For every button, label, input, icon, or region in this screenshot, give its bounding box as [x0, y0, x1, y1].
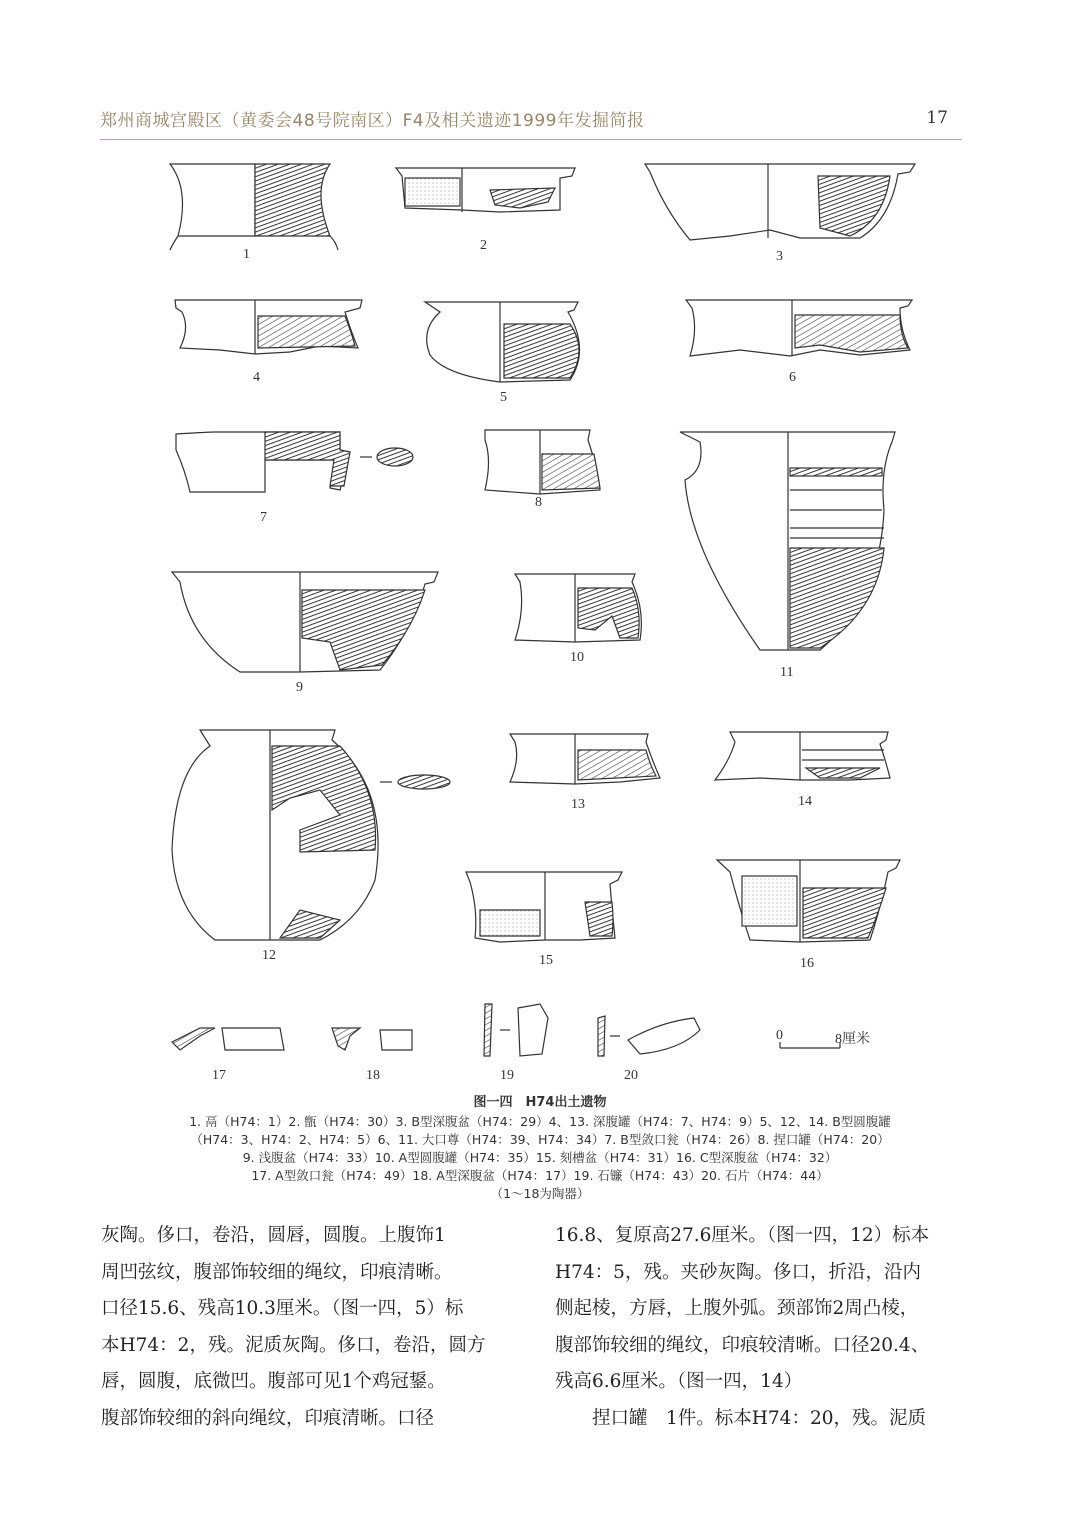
body-line: 捏口罐 1件。标本H74：20，残。泥质	[592, 1407, 926, 1429]
vessel-14-round-jar	[715, 732, 890, 780]
vessel-7-urn	[176, 432, 413, 492]
label-3: 3	[776, 249, 783, 264]
journal-article-title: 郑州商城宫殿区（黄委会48号院南区）F4及相关遗迹1999年发掘简报	[100, 111, 645, 131]
vessel-2-zeng	[396, 168, 575, 212]
label-19: 19	[500, 1068, 514, 1083]
figure-pottery-drawings	[0, 150, 1080, 1090]
vessel-1-li	[170, 164, 338, 250]
vessel-10-round-jar-a	[515, 574, 641, 642]
vessel-12-round-jar-b	[172, 730, 450, 940]
vessel-18-basin-fragment	[332, 1028, 412, 1050]
body-line: 唇，圆腹，底微凹。腹部可见1个鸡冠鋬。	[101, 1371, 446, 1392]
pottery-illustration	[0, 150, 1080, 1090]
stone-flake-20	[598, 1016, 700, 1056]
vessel-13-deep-jar	[510, 734, 660, 784]
label-13: 13	[571, 797, 585, 812]
body-line: 16.8、复原高27.6厘米。（图一四，12）标本	[555, 1225, 930, 1246]
body-line: 口径15.6、残高10.3厘米。（图一四，5）标	[101, 1298, 464, 1319]
label-20: 20	[624, 1068, 638, 1083]
body-line: 腹部饰较细的斜向绳纹，印痕清晰。口径	[101, 1407, 435, 1429]
label-9: 9	[296, 680, 303, 695]
vessel-5-round-jar	[425, 302, 580, 382]
label-2: 2	[480, 238, 487, 253]
scale-bar	[780, 1042, 840, 1048]
label-11: 11	[780, 665, 794, 680]
label-6: 6	[789, 370, 796, 385]
scale-zero: 0	[776, 1028, 783, 1043]
figure-caption	[60, 1094, 1020, 1203]
vessel-9-shallow-basin	[172, 572, 438, 672]
body-column-right	[555, 1218, 967, 1437]
label-7: 7	[260, 510, 267, 525]
caption-line: 17. A型敛口瓮（H74：49）18. A型深腹盆（H74：17）19. 石镰（H74：43）20. 石片（H74：44）	[251, 1168, 829, 1183]
caption-line: 9. 浅腹盆（H74：33）10. A型圆腹罐（H74：35）15. 刻槽盆（H74：31）16. C型深腹盆（H74：32）	[242, 1150, 838, 1165]
label-15: 15	[539, 953, 553, 968]
scale-length: 8厘米	[835, 1032, 870, 1047]
vessel-16-deep-basin	[717, 860, 900, 942]
vessel-8-pinched-jar	[485, 430, 600, 494]
label-16: 16	[800, 956, 814, 971]
vessel-3-deep-basin	[645, 164, 915, 240]
vessel-6-dazun	[686, 300, 912, 356]
label-18: 18	[366, 1068, 380, 1083]
label-10: 10	[570, 650, 584, 665]
vessel-15-grooved-basin	[466, 872, 622, 942]
label-14: 14	[798, 794, 812, 809]
body-line: 本H74：2，残。泥质灰陶。侈口，卷沿，圆方	[101, 1334, 486, 1356]
caption-line: （H74：3、H74：2、H74：5）6、11. 大口尊（H74：39、H74：34）7. B型敛口瓮（H74：26）8. 捏口罐（H74：20）	[190, 1132, 890, 1147]
caption-line: 1. 鬲（H74：1）2. 甑（H74：30）3. B型深腹盆（H74：29）4、13. 深腹罐（H74：7、H74：9）5、12、14. B型圆腹罐	[189, 1114, 891, 1129]
label-5: 5	[500, 390, 507, 405]
label-1: 1	[243, 247, 250, 262]
body-line: 残高6.6厘米。（图一四，14）	[555, 1371, 803, 1392]
caption-title: 图一四 H74出土遗物	[473, 1095, 607, 1110]
vessel-11-dazun-large	[680, 432, 895, 650]
page-number: 17	[926, 108, 948, 128]
stone-sickle-19	[484, 1004, 548, 1056]
body-line: 侧起棱，方唇，上腹外弧。颈部饰2周凸棱，	[555, 1298, 919, 1319]
label-17: 17	[212, 1068, 226, 1083]
body-line: 周凹弦纹，腹部饰较细的绳纹，印痕清晰。	[101, 1261, 453, 1283]
caption-line: （1～18为陶器）	[490, 1186, 590, 1201]
header-divider	[100, 139, 962, 140]
body-line: H74：5，残。夹砂灰陶。侈口，折沿，沿内	[555, 1261, 921, 1283]
vessel-17-urn-fragment	[172, 1028, 284, 1050]
body-line: 灰陶。侈口，卷沿，圆唇，圆腹。上腹饰1	[101, 1225, 446, 1246]
vessel-4-deep-jar	[175, 300, 362, 354]
label-8: 8	[535, 495, 542, 510]
label-4: 4	[253, 370, 260, 385]
label-12: 12	[262, 948, 276, 963]
body-column-left	[101, 1218, 513, 1437]
body-line: 腹部饰较细的绳纹，印痕较清晰。口径20.4、	[555, 1334, 930, 1356]
running-header	[100, 106, 980, 140]
